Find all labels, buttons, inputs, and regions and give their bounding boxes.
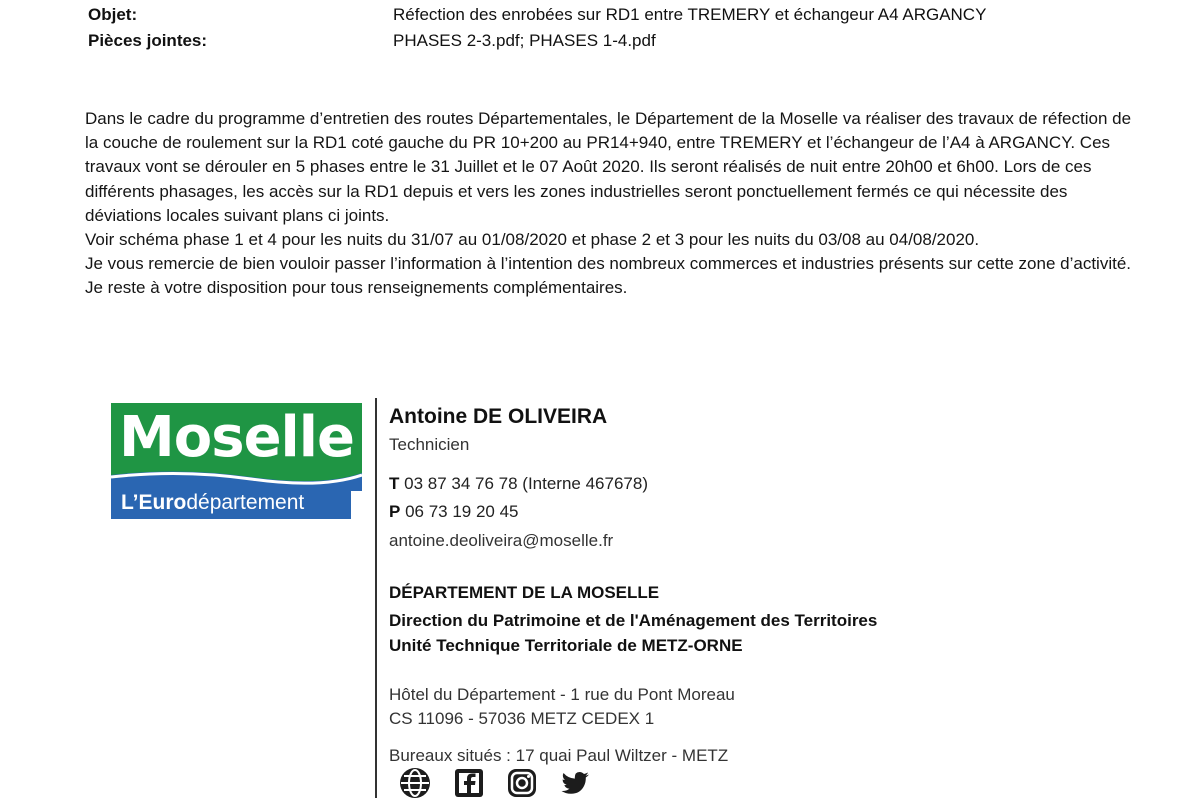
facebook-icon[interactable] xyxy=(452,766,486,800)
phone-prefix: T xyxy=(389,474,400,493)
body-paragraph: Je reste à votre disposition pour tous renseignements complémentaires. xyxy=(85,278,628,298)
logo-tagline xyxy=(111,486,351,519)
message-body xyxy=(85,107,1135,301)
logo-tagline-rest: département xyxy=(186,491,305,514)
subject-label: Objet: xyxy=(88,5,138,24)
signature-bureaux: Bureaux situés : 17 quai Paul Wiltzer - METZ xyxy=(389,746,729,765)
instagram-icon[interactable] xyxy=(505,766,539,800)
logo-tagline-bold: L’Euro xyxy=(121,491,187,514)
signature-unit: Unité Technique Territoriale de METZ-ORNE xyxy=(389,636,743,655)
signature-direction: Direction du Patrimoine et de l'Aménagement des Territoires xyxy=(389,611,878,630)
signature-address-line-1: Hôtel du Département - 1 rue du Pont Moreau xyxy=(389,685,735,704)
body-paragraph: Je vous remercie de bien vouloir passer l’information à l’intention des nombreux commerces et industries présents sur cette zone d’activité. xyxy=(85,254,1131,274)
signature-name: Antoine DE OLIVEIRA xyxy=(389,405,608,428)
signature-mobile xyxy=(389,502,519,522)
attachments-label: Pièces jointes: xyxy=(88,31,208,50)
twitter-icon[interactable] xyxy=(558,766,592,800)
subject-value: Réfection des enrobées sur RD1 entre TREMERY et échangeur A4 ARGANCY xyxy=(393,5,987,24)
logo-green-block xyxy=(111,403,362,486)
signature-divider xyxy=(375,398,377,798)
phone-number[interactable]: 03 87 34 76 78 (Interne 467678) xyxy=(404,474,648,493)
signature-email[interactable]: antoine.deoliveira@moselle.fr xyxy=(389,531,614,550)
mobile-number[interactable]: 06 73 19 20 45 xyxy=(405,502,519,521)
body-paragraph: Dans le cadre du programme d’entretien des routes Départementales, le Département de la Moselle va réaliser des travaux de réfection de la couche de roulement sur la RD1 coté gauche du PR 10+200 au PR14+940, entre TREMERY et l’échangeur de l’A4 à ARGANCY. Ces travaux vont se dérouler en 5 phases entre le 31 Juillet et le 07 Août 2020. Ils seront réalisés de nuit entre 20h00 et 6h00. Lors de ces différents phasages, les accès sur la RD1 depuis et vers les zones industrielles seront ponctuellement fermés ce qui nécessite des déviations locales suivant plans ci joints. xyxy=(85,109,1132,225)
body-paragraph: Voir schéma phase 1 et 4 pour les nuits du 31/07 au 01/08/2020 et phase 2 et 3 pour les nuits du 03/08 au 04/08/2020. xyxy=(85,230,980,250)
signature-phone xyxy=(389,474,648,494)
signature-department: DÉPARTEMENT DE LA MOSELLE xyxy=(389,583,660,602)
signature-address-line-2: CS 11096 - 57036 METZ CEDEX 1 xyxy=(389,709,655,728)
mobile-prefix: P xyxy=(389,502,401,521)
attachments-value[interactable]: PHASES 2-3.pdf; PHASES 1-4.pdf xyxy=(393,31,656,50)
moselle-logo xyxy=(111,403,362,520)
globe-icon[interactable] xyxy=(398,766,432,800)
signature-title: Technicien xyxy=(389,435,470,454)
logo-word: Moselle xyxy=(119,405,354,470)
